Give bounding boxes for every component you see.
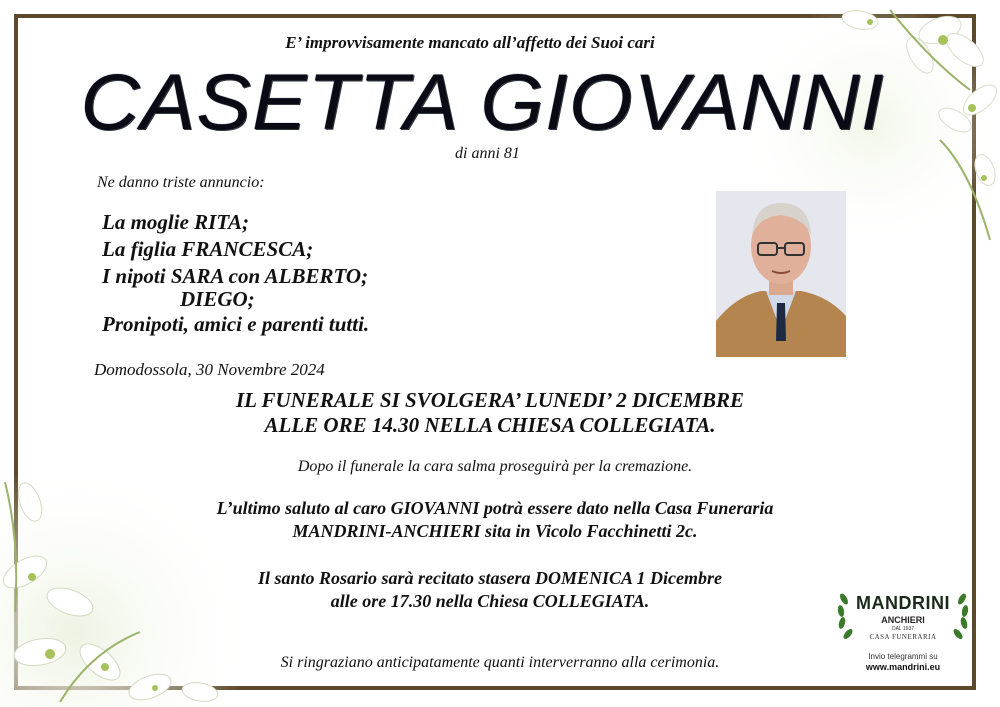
announce-text: Ne danno triste annuncio: xyxy=(97,174,265,191)
family-line: Pronipoti, amici e parenti tutti. xyxy=(102,312,370,336)
logo-cta: Invio telegrammi su xyxy=(868,652,938,661)
salute-line: L’ultimo saluto al caro GIOVANNI potrà essere dato nella Casa Funeraria xyxy=(216,498,774,518)
salute-line: MANDRINI-ANCHIERI sita in Vicolo Facchinetti 2c. xyxy=(292,521,698,541)
cremation-text: Dopo il funerale la cara salma proseguirà per la cremazione. xyxy=(297,458,693,475)
intro-text: E’ improvvisamente mancato all’affetto dei Suoi cari xyxy=(285,33,655,52)
logo-url: www.mandrini.eu xyxy=(865,662,941,672)
funeral-home-logo xyxy=(836,585,970,677)
funeral-line: ALLE ORE 14.30 NELLA CHIESA COLLEGIATA. xyxy=(264,413,716,437)
logo-since: DAL 1937 xyxy=(891,626,915,632)
funeral-line: IL FUNERALE SI SVOLGERA’ LUNEDI’ 2 DICEMBRE xyxy=(236,388,744,412)
logo-type: CASA FUNERARIA xyxy=(869,633,937,641)
deceased-name: CASETTA GIOVANNI xyxy=(80,58,885,147)
family-line: I nipoti SARA con ALBERTO; xyxy=(102,264,369,288)
thanks-text: Si ringraziano anticipatamente quanti interverranno alla cerimonia. xyxy=(280,654,720,671)
rosary-line: alle ore 17.30 nella Chiesa COLLEGIATA. xyxy=(330,591,650,611)
rosary-line: Il santo Rosario sarà recitato stasera DOMENICA 1 Dicembre xyxy=(257,568,723,588)
place-date: Domodossola, 30 Novembre 2024 xyxy=(94,360,325,379)
age-text: di anni 81 xyxy=(455,145,520,162)
logo-brand: MANDRINI xyxy=(856,593,950,613)
family-line: DIEGO; xyxy=(180,287,255,311)
family-line: La figlia FRANCESCA; xyxy=(102,237,314,261)
family-line: La moglie RITA; xyxy=(102,210,249,234)
portrait-photo xyxy=(716,191,846,357)
logo-sub: ANCHIERI xyxy=(881,615,925,625)
